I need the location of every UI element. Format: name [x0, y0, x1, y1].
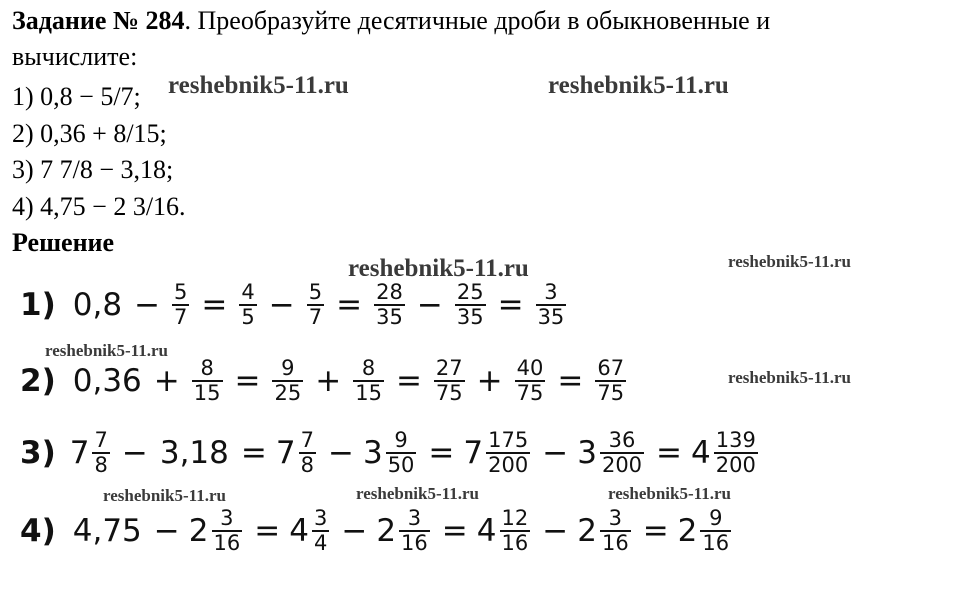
math-fraction	[192, 357, 223, 405]
solution-line-1	[20, 281, 569, 329]
fraction-numerator: 3	[407, 506, 422, 530]
fraction-numerator: 5	[174, 280, 188, 304]
fraction-denominator: 8	[300, 453, 314, 477]
fraction-denominator: 15	[193, 381, 221, 405]
math-fraction	[212, 507, 243, 555]
math-operator: =	[240, 435, 267, 471]
math-operator: −	[542, 513, 569, 549]
math-operator: −	[416, 287, 443, 323]
watermark: reshebnik5-11.ru	[45, 341, 168, 360]
math-operator: +	[476, 363, 503, 399]
math-fraction	[500, 507, 531, 555]
math-fraction	[600, 507, 631, 555]
solution-line-2	[20, 357, 629, 405]
math-operator: =	[254, 513, 281, 549]
mixed-number	[376, 507, 432, 555]
fraction-denominator: 75	[516, 381, 544, 405]
fraction-numerator: 67	[597, 356, 625, 380]
math-fraction	[434, 357, 465, 405]
fraction-numerator: 40	[516, 356, 544, 380]
mixed-number	[691, 429, 761, 477]
fraction-denominator: 75	[435, 381, 463, 405]
fraction-denominator: 35	[456, 305, 484, 329]
math-fraction	[307, 281, 324, 329]
math-operator: =	[497, 287, 524, 323]
solution-number: 3)	[20, 435, 56, 471]
task-item-4: 4) 4,75 − 2 3/16.	[12, 192, 186, 221]
fraction-denominator: 7	[308, 305, 323, 329]
fraction-denominator: 8	[94, 453, 108, 477]
mixed-number	[189, 507, 245, 555]
math-fraction	[272, 357, 303, 405]
mixed-number	[577, 429, 647, 477]
fraction-numerator: 7	[300, 428, 314, 452]
whole-part: 4	[691, 435, 711, 471]
math-operator: =	[656, 435, 683, 471]
fraction-numerator: 3	[313, 506, 328, 530]
fraction-numerator: 9	[281, 356, 295, 380]
mixed-number	[289, 507, 332, 555]
fraction-numerator: 27	[435, 356, 463, 380]
math-operator: +	[315, 363, 342, 399]
math-operator: −	[121, 435, 148, 471]
whole-part: 7	[275, 435, 296, 471]
math-fraction	[515, 357, 546, 405]
math-fraction	[386, 429, 417, 477]
whole-part: 2	[677, 513, 698, 549]
fraction-denominator: 200	[488, 453, 529, 477]
math-operator: −	[268, 287, 295, 323]
fraction-denominator: 35	[376, 305, 403, 329]
mixed-number	[463, 429, 533, 477]
math-fraction	[353, 357, 384, 405]
math-term: 3,18	[159, 435, 229, 471]
fraction-numerator: 139	[715, 428, 756, 452]
fraction-numerator: 28	[376, 280, 403, 304]
whole-part: 3	[362, 435, 383, 471]
task-text-line2: вычислите:	[12, 42, 138, 71]
task-item-1: 1) 0,8 − 5/7;	[12, 82, 141, 111]
fraction-denominator: 5	[241, 305, 255, 329]
math-fraction	[374, 281, 405, 329]
watermark: reshebnik5-11.ru	[348, 255, 529, 282]
solution-heading: Решение	[12, 228, 115, 257]
solution-line-4	[20, 507, 734, 555]
math-operator: −	[542, 435, 569, 471]
whole-part: 2	[188, 513, 209, 549]
fraction-numerator: 8	[200, 356, 214, 380]
math-term: 4,75	[72, 513, 142, 549]
math-operator: =	[441, 513, 468, 549]
fraction-numerator: 9	[709, 506, 723, 530]
mixed-number	[70, 429, 113, 477]
watermark: reshebnik5-11.ru	[728, 252, 851, 271]
watermark: reshebnik5-11.ru	[728, 368, 851, 387]
fraction-denominator: 200	[715, 453, 756, 477]
fraction-numerator: 3	[544, 280, 558, 304]
fraction-numerator: 36	[608, 428, 636, 452]
mixed-number	[477, 507, 533, 555]
fraction-denominator: 16	[501, 531, 529, 555]
fraction-numerator: 3	[608, 506, 622, 530]
watermark: reshebnik5-11.ru	[356, 484, 479, 503]
fraction-denominator: 35	[537, 305, 565, 329]
fraction-denominator: 25	[274, 381, 302, 405]
math-operator: =	[395, 363, 422, 399]
math-fraction	[239, 281, 256, 329]
fraction-denominator: 50	[387, 453, 415, 477]
fraction-numerator: 4	[241, 280, 255, 304]
math-term: 0,36	[72, 363, 142, 399]
math-fraction	[312, 507, 329, 555]
math-operator: =	[428, 435, 455, 471]
fraction-denominator: 75	[597, 381, 625, 405]
watermark: reshebnik5-11.ru	[168, 72, 349, 99]
solution-number: 1)	[20, 287, 56, 323]
whole-part: 7	[69, 435, 90, 471]
math-fraction	[600, 429, 644, 477]
math-fraction	[536, 281, 567, 329]
solution-number: 4)	[20, 513, 56, 549]
fraction-numerator: 8	[361, 356, 376, 380]
fraction-denominator: 7	[174, 305, 188, 329]
math-operator: −	[327, 435, 354, 471]
whole-part: 4	[476, 513, 497, 549]
fraction-numerator: 5	[308, 280, 323, 304]
task-title-line	[12, 4, 770, 38]
math-fraction	[92, 429, 109, 477]
math-operator: +	[153, 363, 180, 399]
fraction-denominator: 16	[702, 531, 730, 555]
watermark: reshebnik5-11.ru	[608, 484, 731, 503]
fraction-denominator: 15	[355, 381, 382, 405]
math-fraction	[399, 507, 430, 555]
math-fraction	[595, 357, 626, 405]
fraction-denominator: 16	[213, 531, 241, 555]
task-text-line1: . Преобразуйте десятичные дроби в обыкновенные и	[184, 6, 771, 35]
whole-part: 2	[577, 513, 597, 549]
math-fraction	[714, 429, 758, 477]
mixed-number	[678, 507, 734, 555]
task-item-3: 3) 7 7/8 − 3,18;	[12, 155, 174, 184]
math-fraction	[455, 281, 486, 329]
fraction-denominator: 16	[601, 531, 629, 555]
math-fraction	[172, 281, 189, 329]
math-operator: −	[134, 287, 161, 323]
fraction-denominator: 200	[601, 453, 643, 477]
math-fraction	[486, 429, 530, 477]
watermark: reshebnik5-11.ru	[548, 72, 729, 99]
task-label: Задание № 284	[12, 6, 185, 35]
math-fraction	[700, 507, 731, 555]
whole-part: 3	[577, 435, 597, 471]
mixed-number	[276, 429, 319, 477]
math-operator: −	[341, 513, 368, 549]
fraction-numerator: 3	[220, 506, 234, 530]
fraction-numerator: 175	[488, 428, 529, 452]
solution-number: 2)	[20, 363, 56, 399]
fraction-denominator: 4	[313, 531, 328, 555]
math-operator: =	[557, 363, 584, 399]
math-operator: =	[234, 363, 261, 399]
whole-part: 2	[376, 513, 397, 549]
fraction-numerator: 25	[456, 280, 484, 304]
math-operator: =	[336, 287, 363, 323]
fraction-numerator: 7	[94, 428, 108, 452]
mixed-number	[577, 507, 633, 555]
math-operator: −	[153, 513, 180, 549]
math-operator: =	[642, 513, 669, 549]
math-fraction	[299, 429, 316, 477]
solution-line-3	[20, 429, 761, 477]
mixed-number	[363, 429, 419, 477]
math-operator: =	[201, 287, 228, 323]
math-term: 0,8	[72, 287, 123, 323]
whole-part: 4	[289, 513, 309, 549]
task-item-2: 2) 0,36 + 8/15;	[12, 119, 167, 148]
whole-part: 7	[463, 435, 484, 471]
watermark: reshebnik5-11.ru	[103, 486, 226, 505]
fraction-numerator: 9	[394, 428, 408, 452]
fraction-denominator: 16	[401, 531, 428, 555]
fraction-numerator: 12	[501, 506, 529, 530]
